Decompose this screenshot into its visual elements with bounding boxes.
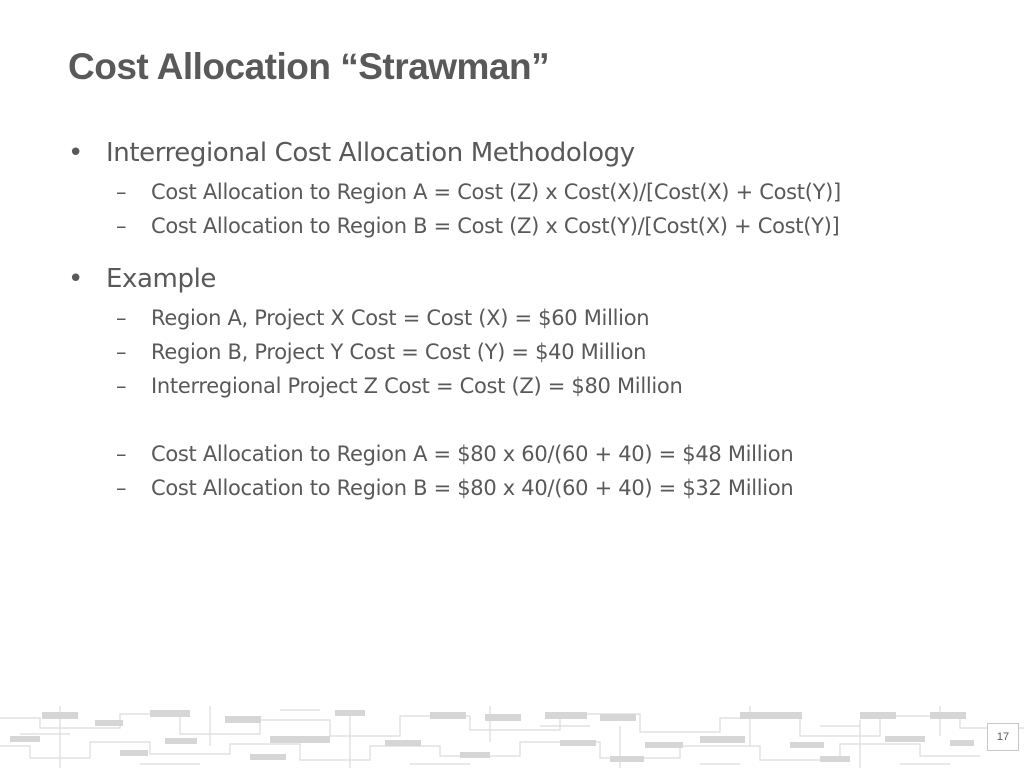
- bullet-heading-example: Example: [106, 264, 216, 294]
- sub-bullet-text: Cost Allocation to Region B = Cost (Z) x Cost(Y)/[Cost(X) + Cost(Y)]: [151, 214, 840, 238]
- dash-icon: –: [116, 476, 127, 500]
- sub-bullet-text: Interregional Project Z Cost = Cost (Z) = $80 Million: [151, 374, 683, 398]
- dash-icon: –: [116, 214, 127, 238]
- sub-bullet-text: Cost Allocation to Region B = $80 x 40/(60 + 40) = $32 Million: [151, 476, 794, 500]
- dash-icon: –: [116, 306, 127, 330]
- dash-icon: –: [116, 180, 127, 204]
- dash-icon: –: [116, 340, 127, 364]
- bullet-heading-methodology: Interregional Cost Allocation Methodology: [106, 138, 635, 168]
- page-number: 17: [987, 723, 1019, 751]
- sub-bullet-text: Region A, Project X Cost = Cost (X) = $60 Million: [151, 306, 650, 330]
- bullet-icon: •: [68, 264, 84, 294]
- dash-icon: –: [116, 442, 127, 466]
- sub-bullet-text: Region B, Project Y Cost = Cost (Y) = $40 Million: [151, 340, 647, 364]
- sub-bullet-text: Cost Allocation to Region A = $80 x 60/(60 + 40) = $48 Million: [151, 442, 794, 466]
- slide-title: Cost Allocation “Strawman”: [68, 46, 550, 87]
- bullet-icon: •: [68, 138, 84, 168]
- circuit-footer-decoration: [0, 706, 1024, 768]
- sub-bullet-text: Cost Allocation to Region A = Cost (Z) x Cost(X)/[Cost(X) + Cost(Y)]: [151, 180, 841, 204]
- dash-icon: –: [116, 374, 127, 398]
